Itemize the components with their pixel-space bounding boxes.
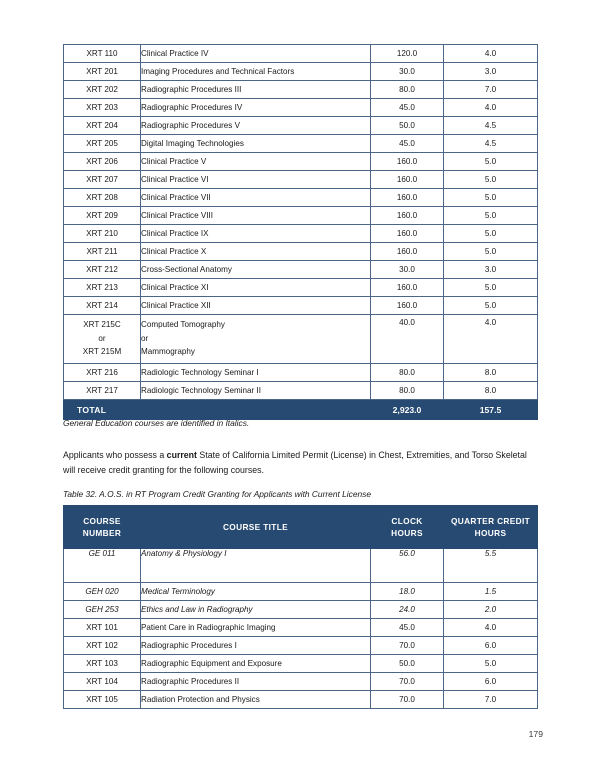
cell-clock-hours: 56.0 xyxy=(371,549,444,583)
cell-course-title: Clinical Practice IV xyxy=(141,45,371,63)
table-row xyxy=(64,279,538,297)
cell-course-title: Radiographic Procedures IV xyxy=(141,99,371,117)
cell-clock-hours: 160.0 xyxy=(371,225,444,243)
cell-course-number: XRT 202 xyxy=(64,81,141,99)
cell-quarter-credit-hours: 5.0 xyxy=(444,655,538,673)
cell-clock-hours: 160.0 xyxy=(371,153,444,171)
cell-course-number: XRT 209 xyxy=(64,207,141,225)
cell-clock-hours: 160.0 xyxy=(371,243,444,261)
cell-course-number: XRT 212 xyxy=(64,261,141,279)
cell-course-number: XRT 101 xyxy=(64,619,141,637)
cell-clock-hours: 24.0 xyxy=(371,601,444,619)
cell-course-title: Clinical Practice VII xyxy=(141,189,371,207)
table-row xyxy=(64,99,538,117)
table-row xyxy=(64,189,538,207)
cell-course-title: Radiographic Procedures III xyxy=(141,81,371,99)
cell-clock-hours: 18.0 xyxy=(371,583,444,601)
cell-course-number: GEH 020 xyxy=(64,583,141,601)
cell-course-title: Clinical Practice V xyxy=(141,153,371,171)
cell-clock-hours: 160.0 xyxy=(371,207,444,225)
cell-course-title: Anatomy & Physiology I xyxy=(141,549,371,583)
cell-clock-hours: 70.0 xyxy=(371,691,444,709)
table-row xyxy=(64,382,538,400)
page-number: 179 xyxy=(528,729,543,739)
cell-clock-hours: 80.0 xyxy=(371,382,444,400)
cell-clock-hours: 160.0 xyxy=(371,279,444,297)
cell-quarter-credit-hours: 4.5 xyxy=(444,117,538,135)
cell-clock-hours: 70.0 xyxy=(371,673,444,691)
cell-quarter-credit-hours: 7.0 xyxy=(444,81,538,99)
cell-clock-hours: 70.0 xyxy=(371,637,444,655)
cell-course-number: XRT 104 xyxy=(64,673,141,691)
cell-course-number: XRT 201 xyxy=(64,63,141,81)
cell-course-title: Clinical Practice IX xyxy=(141,225,371,243)
cell-course-title: Radiographic Equipment and Exposure xyxy=(141,655,371,673)
table-row xyxy=(64,691,538,709)
cell-clock-hours: 30.0 xyxy=(371,261,444,279)
cell-course-title: Clinical Practice X xyxy=(141,243,371,261)
cell-clock-hours: 160.0 xyxy=(371,189,444,207)
cell-quarter-credit-hours: 3.0 xyxy=(444,261,538,279)
cell-quarter-credit-hours: 5.0 xyxy=(444,207,538,225)
table-row xyxy=(64,153,538,171)
cell-course-number: GEH 253 xyxy=(64,601,141,619)
cell-course-title: Patient Care in Radiographic Imaging xyxy=(141,619,371,637)
cell-clock-hours: 50.0 xyxy=(371,117,444,135)
cell-course-number: XRT 213 xyxy=(64,279,141,297)
table-32-caption: Table 32. A.O.S. in RT Program Credit Granting for Applicants with Current License xyxy=(63,489,371,499)
cell-course-title: Ethics and Law in Radiography xyxy=(141,601,371,619)
cell-clock-hours: 40.0 xyxy=(371,315,444,364)
cell-clock-hours: 80.0 xyxy=(371,81,444,99)
cell-course-title: Imaging Procedures and Technical Factors xyxy=(141,63,371,81)
total-label: TOTAL xyxy=(64,400,141,420)
cell-quarter-credit-hours: 6.0 xyxy=(444,673,538,691)
cell-clock-hours: 45.0 xyxy=(371,99,444,117)
cell-course-number: XRT 110 xyxy=(64,45,141,63)
cell-course-title: Cross-Sectional Anatomy xyxy=(141,261,371,279)
table-row xyxy=(64,315,538,364)
cell-clock-hours: 160.0 xyxy=(371,297,444,315)
cell-quarter-credit-hours: 5.0 xyxy=(444,243,538,261)
cell-quarter-credit-hours: 4.0 xyxy=(444,99,538,117)
cell-course-number: GE 011 xyxy=(64,549,141,583)
table-row xyxy=(64,601,538,619)
cell-quarter-credit-hours: 2.0 xyxy=(444,601,538,619)
cell-course-title: Clinical Practice XI xyxy=(141,279,371,297)
credit-granting-table xyxy=(63,505,538,709)
cell-course-number: XRT 203 xyxy=(64,99,141,117)
cell-course-title: Clinical Practice VI xyxy=(141,171,371,189)
table-row xyxy=(64,225,538,243)
cell-course-number: XRT 214 xyxy=(64,297,141,315)
cell-course-title: Clinical Practice VIII xyxy=(141,207,371,225)
cell-quarter-credit-hours: 4.0 xyxy=(444,315,538,364)
cell-course-number: XRT 210 xyxy=(64,225,141,243)
table-row xyxy=(64,81,538,99)
cell-course-title: Radiologic Technology Seminar I xyxy=(141,364,371,382)
table-row xyxy=(64,549,538,583)
table-row xyxy=(64,207,538,225)
cell-clock-hours: 50.0 xyxy=(371,655,444,673)
table-row xyxy=(64,619,538,637)
table-row xyxy=(64,364,538,382)
cell-course-title: Radiation Protection and Physics xyxy=(141,691,371,709)
cell-quarter-credit-hours: 1.5 xyxy=(444,583,538,601)
table-row xyxy=(64,117,538,135)
cell-course-number: XRT 216 xyxy=(64,364,141,382)
cell-course-number: XRT 207 xyxy=(64,171,141,189)
cell-course-number: XRT 217 xyxy=(64,382,141,400)
program-courses-table-body xyxy=(64,45,538,420)
cell-course-title: Computed Tomography or Mammography xyxy=(141,315,371,364)
cell-course-title: Medical Terminology xyxy=(141,583,371,601)
total-clock-hours: 2,923.0 xyxy=(371,400,444,420)
cell-quarter-credit-hours: 5.0 xyxy=(444,189,538,207)
general-education-italics-note: General Education courses are identified in Italics. xyxy=(63,418,250,428)
program-courses-table xyxy=(63,44,538,420)
cell-course-number: XRT 204 xyxy=(64,117,141,135)
cell-course-title: Clinical Practice XII xyxy=(141,297,371,315)
cell-course-number: XRT 103 xyxy=(64,655,141,673)
table-row xyxy=(64,583,538,601)
credit-granting-table-header xyxy=(64,506,538,549)
table-row xyxy=(64,673,538,691)
table-header-row xyxy=(64,506,538,549)
cell-quarter-credit-hours: 4.0 xyxy=(444,619,538,637)
cell-quarter-credit-hours: 5.0 xyxy=(444,279,538,297)
table-row xyxy=(64,171,538,189)
header-quarter-credit-hours: QUARTER CREDIT HOURS xyxy=(444,506,538,549)
cell-course-number: XRT 211 xyxy=(64,243,141,261)
header-clock-hours: CLOCK HOURS xyxy=(371,506,444,549)
cell-clock-hours: 30.0 xyxy=(371,63,444,81)
cell-quarter-credit-hours: 5.5 xyxy=(444,549,538,583)
cell-quarter-credit-hours: 4.5 xyxy=(444,135,538,153)
cell-clock-hours: 45.0 xyxy=(371,619,444,637)
cell-clock-hours: 45.0 xyxy=(371,135,444,153)
cell-course-number: XRT 205 xyxy=(64,135,141,153)
cell-quarter-credit-hours: 7.0 xyxy=(444,691,538,709)
table-row xyxy=(64,45,538,63)
cell-quarter-credit-hours: 8.0 xyxy=(444,364,538,382)
cell-course-title: Digital Imaging Technologies xyxy=(141,135,371,153)
cell-quarter-credit-hours: 6.0 xyxy=(444,637,538,655)
table-row xyxy=(64,243,538,261)
header-course-number: COURSE NUMBER xyxy=(64,506,141,549)
table-row xyxy=(64,297,538,315)
cell-quarter-credit-hours: 3.0 xyxy=(444,63,538,81)
table-row xyxy=(64,637,538,655)
cell-clock-hours: 160.0 xyxy=(371,171,444,189)
cell-quarter-credit-hours: 4.0 xyxy=(444,45,538,63)
cell-course-number: XRT 102 xyxy=(64,637,141,655)
cell-course-title: Radiographic Procedures V xyxy=(141,117,371,135)
cell-quarter-credit-hours: 8.0 xyxy=(444,382,538,400)
cell-course-number: XRT 105 xyxy=(64,691,141,709)
table-row xyxy=(64,655,538,673)
credit-granting-table-body xyxy=(64,549,538,709)
license-credit-paragraph xyxy=(63,448,539,477)
cell-course-number: XRT 208 xyxy=(64,189,141,207)
paragraph-text-part2: State of California Limited Permit (License) in Chest, Extremities, and Torso Skeletal will receive credit granting for the following courses. xyxy=(63,450,527,475)
cell-course-title: Radiographic Procedures II xyxy=(141,673,371,691)
header-course-title: COURSE TITLE xyxy=(141,506,371,549)
cell-course-number: XRT 206 xyxy=(64,153,141,171)
cell-quarter-credit-hours: 5.0 xyxy=(444,225,538,243)
cell-course-number: XRT 215C or XRT 215M xyxy=(64,315,141,364)
cell-quarter-credit-hours: 5.0 xyxy=(444,171,538,189)
table-row xyxy=(64,63,538,81)
total-quarter-credit-hours: 157.5 xyxy=(444,400,538,420)
table-row xyxy=(64,135,538,153)
cell-quarter-credit-hours: 5.0 xyxy=(444,297,538,315)
cell-clock-hours: 80.0 xyxy=(371,364,444,382)
paragraph-bold-current: current xyxy=(166,450,197,460)
cell-course-title: Radiographic Procedures I xyxy=(141,637,371,655)
cell-clock-hours: 120.0 xyxy=(371,45,444,63)
paragraph-text-part1: Applicants who possess a xyxy=(63,450,167,460)
cell-quarter-credit-hours: 5.0 xyxy=(444,153,538,171)
cell-course-title: Radiologic Technology Seminar II xyxy=(141,382,371,400)
table-row xyxy=(64,261,538,279)
